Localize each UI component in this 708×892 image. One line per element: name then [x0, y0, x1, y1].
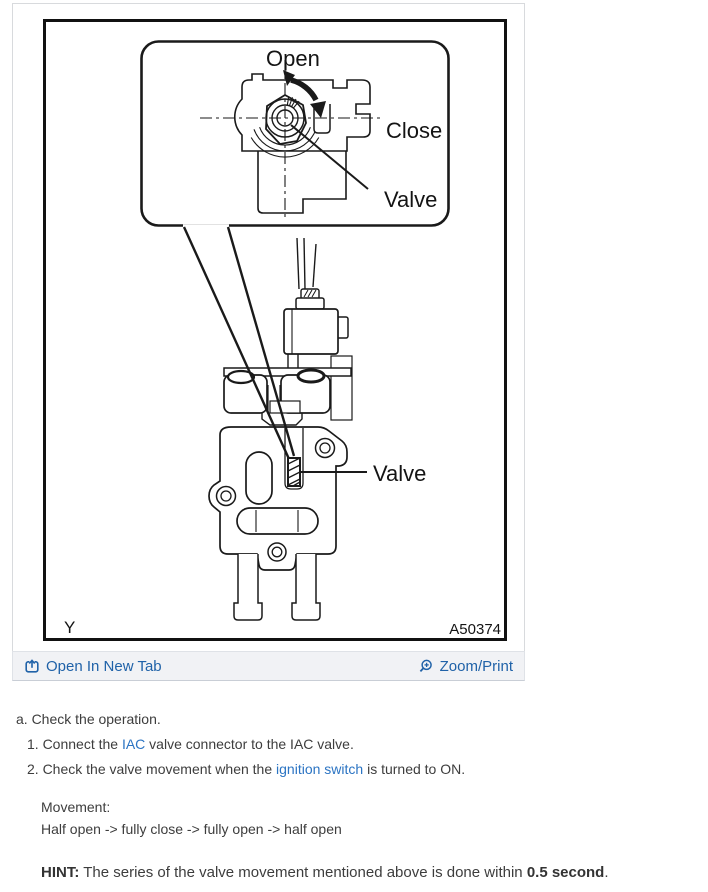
figure-toolbar [12, 651, 525, 681]
hint-line [41, 863, 609, 882]
hint-text: The series of the valve movement mentioned above is done within [79, 864, 527, 881]
step-1-text-pre: 1. Connect the [27, 736, 122, 752]
iac-link[interactable]: IAC [121, 736, 146, 752]
diagram-label-close: Close [386, 118, 443, 143]
hint-label: HINT: [41, 864, 80, 881]
step-2 [27, 760, 465, 779]
zoom-print-link[interactable] [418, 658, 513, 675]
diagram-label-valve-callout: Valve [384, 187, 438, 212]
valve-element-hatched [288, 458, 300, 486]
open-in-new-tab-link[interactable] [25, 658, 162, 675]
step-1 [27, 735, 354, 754]
movement-label: Movement: [41, 799, 111, 815]
hint-end: . [604, 864, 609, 881]
diagram-label-valve-main: Valve [373, 461, 427, 486]
hint-bold-value: 0.5 second [526, 864, 605, 881]
movement-sequence: Half open -> fully close -> fully open -> half open [41, 821, 342, 837]
open-in-new-tab-icon [25, 659, 39, 673]
step-a: a. Check the operation. [16, 711, 161, 727]
step-2-text-post: is turned to ON. [363, 761, 466, 777]
diagram-label-open: Open [266, 46, 320, 71]
zoom-print-label: Zoom/Print [439, 657, 513, 675]
diagram-figure-code: A50374 [449, 621, 501, 638]
step-2-text-pre: 2. Check the valve movement when the [27, 761, 277, 777]
zoom-in-icon [418, 659, 433, 674]
open-in-new-tab-label: Open In New Tab [46, 657, 162, 675]
ignition-switch-link[interactable]: ignition switch [276, 761, 364, 777]
diagram-corner-mark: Y [64, 618, 76, 637]
step-1-text-post: valve connector to the IAC valve. [145, 736, 354, 752]
